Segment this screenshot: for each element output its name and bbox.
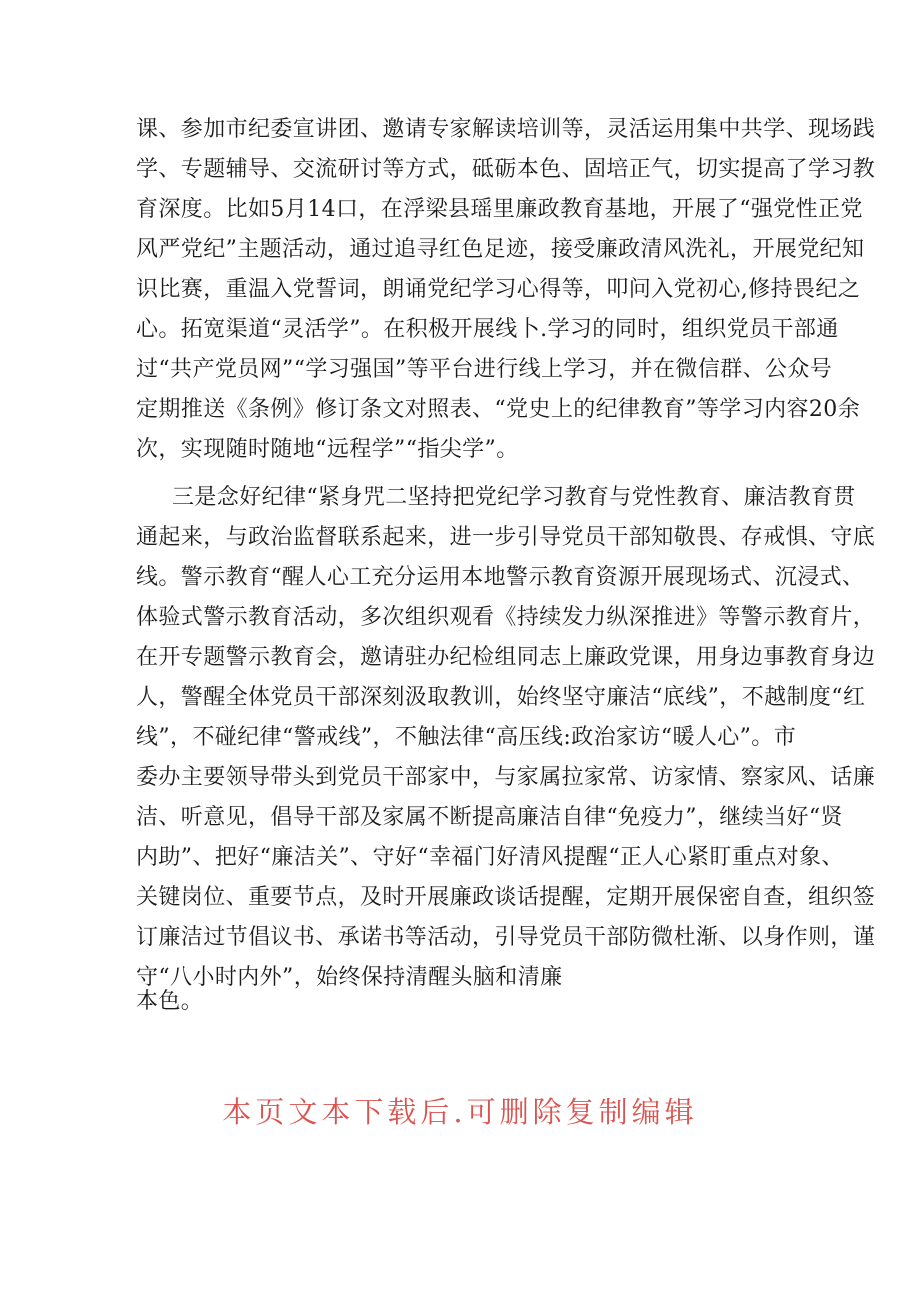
paragraph-line: 委办主要领导带头到党员干部家中，与家属拉家常、访家情、察家风、话廉	[136, 765, 876, 790]
paragraph-line: 人，警醒全体党员干部深刻汲取教训，始终坚守廉洁“底线”，不越制度“红	[136, 685, 866, 710]
paragraph-line: 育深度。比如5月14口，在浮梁县瑶里廉政教育基地，开展了“强党性正党	[136, 197, 863, 222]
paragraph-line: 心。拓宽渠道“灵活学”。在积极开展线卜.学习的同时，组织党员干部通	[136, 317, 839, 342]
paragraph-line: 体验式警示教育活动，多次组织观看《持续发力纵深推进》等警示教育片，	[136, 605, 876, 630]
paragraph-line: 内助”、把好“廉洁关”、守好“幸福门好清风提醒“正人心紧盯重点对象、	[136, 845, 844, 870]
paragraph-line: 本色。	[136, 989, 204, 1014]
paragraph-line: 守“八小时内外”，始终保持清醒头脑和清廉	[136, 965, 563, 990]
paragraph-line: 风严党纪”主题活动，通过追寻红色足迹，接受廉政清风洗礼，开展党纪知	[136, 237, 865, 262]
paragraph-line: 在开专题警示教育会，邀请驻办纪检组同志上廉政党课，用身边事教育身边	[136, 645, 876, 670]
paragraph-line: 洁、听意见，倡导干部及家属不断提高廉洁自律“免疫力”，继续当好“贤	[136, 805, 843, 830]
paragraph-line: 关键岗位、重要节点，及时开展廉政谈话提醒，定期开展保密自查，组织签	[136, 885, 876, 910]
paragraph-line: 次，实现随时随地“远程学”“指尖学”。	[136, 437, 519, 462]
paragraph-line: 三是念好纪律“紧身咒二坚持把党纪学习教育与党性教育、廉洁教育贯	[172, 485, 856, 510]
paragraph-line: 过“共产党员网”“学习强国”等平台进行线上学习，并在微信群、公众号	[136, 357, 833, 382]
paragraph-line: 课、参加市纪委宣讲团、邀请专家解读培训等，灵活运用集中共学、现场践	[136, 117, 876, 142]
editable-notice: 本页文本下载后.可删除复制编辑	[222, 1095, 698, 1129]
paragraph-line: 线。警示教育“醒人心工充分运用本地警示教育资源开展现场式、沉浸式、	[136, 565, 865, 590]
paragraph-line: 学、专题辅导、交流研讨等方式，砥砺本色、固培正气，切实提高了学习教	[136, 157, 876, 182]
paragraph-line: 识比赛，重温入党誓词，朗诵党纪学习心得等，叩问入党初心,修持畏纪之	[136, 277, 861, 302]
paragraph-line: 定期推送《条例》修订条文对照表、“党史上的纪律教育”等学习内容20余	[136, 397, 861, 422]
paragraph-line: 线”，不碰纪律“警戒线”，不触法律“高压线:政治家访“暖人心”。市	[136, 725, 797, 750]
paragraph-line: 订廉洁过节倡议书、承诺书等活动，引导党员干部防微杜渐、以身作则，谨	[136, 925, 876, 950]
paragraph-line: 通起来，与政治监督联系起来，进一步引导党员干部知敬畏、存戒惧、守底	[136, 525, 876, 550]
